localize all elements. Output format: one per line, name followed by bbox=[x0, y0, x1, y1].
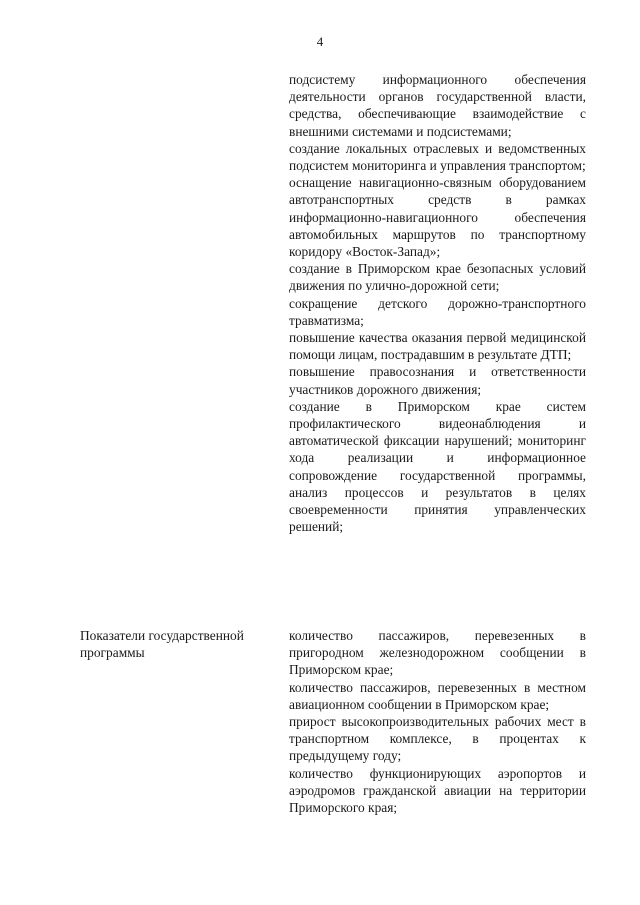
list-item: создание в Приморском крае систем профилактического видеонаблюдения и автоматической фиксации нарушений; мониторинг хода реализации и информационное сопровождение государственной программы, анализ процессов и результатов в целях своевременности принятия управленческих решений; bbox=[289, 398, 586, 535]
list-item: создание локальных отраслевых и ведомственных подсистем мониторинга и управления транспортом; bbox=[289, 140, 586, 174]
list-item: повышение правосознания и ответственности участников дорожного движения; bbox=[289, 364, 586, 397]
list-item: оснащение навигационно-связным оборудованием автотранспортных средств в рамках информационно-навигационного обеспечения автомобильных маршрутов по транспортному коридору «Восток-Запад»; bbox=[289, 175, 586, 260]
page-number: 4 bbox=[316, 34, 324, 49]
list-item: количество пассажиров, перевезенных в пригородном железнодорожном сообщении в Приморском крае; bbox=[289, 628, 586, 678]
list-item: количество пассажиров, перевезенных в местном авиационном сообщении в Приморском крае; bbox=[289, 679, 586, 712]
list-item: создание в Приморском крае безопасных условий движения по улично-дорожной сети; bbox=[289, 261, 586, 294]
indicators-list bbox=[289, 627, 586, 816]
list-item: повышение качества оказания первой медицинской помощи лицам, пострадавшим в результате ДТП; bbox=[289, 330, 586, 363]
indicators-label: Показатели государственной программы bbox=[80, 628, 244, 661]
list-item: количество функционирующих аэропортов и аэродромов гражданской авиации на территории Приморского края; bbox=[289, 765, 586, 816]
list-item: сокращение детского дорожно-транспортного травматизма; bbox=[289, 295, 586, 328]
list-item: подсистему информационного обеспечения деятельности органов государственной власти, средства, обеспечивающие взаимодействие с внешними системами и подсистемами; bbox=[289, 72, 586, 139]
goals-continuation-list bbox=[289, 71, 586, 535]
list-item: прирост высокопроизводительных рабочих мест в транспортном комплексе, в процентах к предыдущему году; bbox=[289, 714, 586, 764]
